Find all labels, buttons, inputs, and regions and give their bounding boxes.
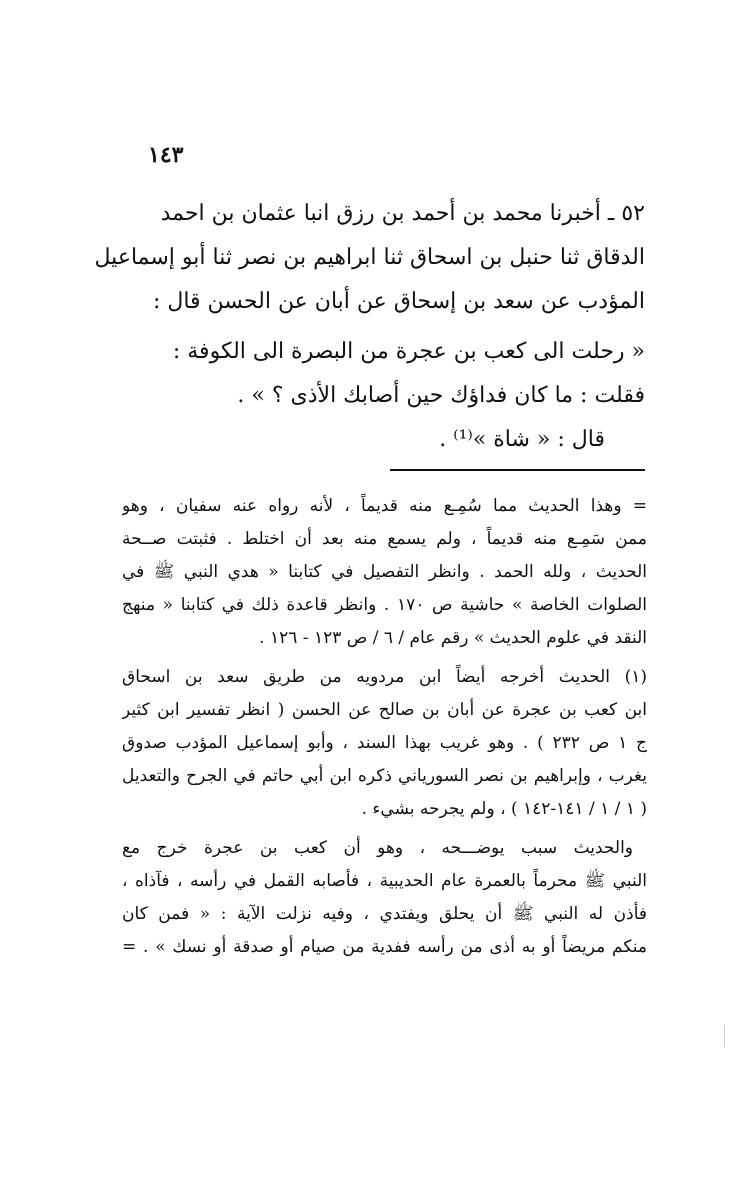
footnote-line: ابن كعب بن عجرة عن أبان بن صالح عن الحسن ( انظر تفسير ابن كثير <box>122 700 647 720</box>
page-number: ١٤٣ <box>148 142 184 168</box>
hadith-line: الدقاق ثنا حنبل بن اسحاق ثنا ابراهيم بن نصر ثنا أبو إسماعيل <box>94 245 645 270</box>
footnote-explanation <box>122 832 647 964</box>
footnote-line: منكم مريضاً أو به أذى من رأسه ففدية من صيام أو صدقة أو نسك » . = <box>122 937 647 957</box>
footnote-line: يغرب ، وإبراهيم بن نصر السورياني ذكره ابن أبي حاتم في الجرح والتعديل <box>122 766 647 786</box>
hadith-line: قال : « شاة »⁽¹⁾ . <box>439 427 605 452</box>
footnote-line: = وهذا الحديث مما سُمِـع منه قديماً ، لأنه رواه عنه سفيان ، وهو <box>122 496 647 516</box>
hadith-text <box>94 192 645 462</box>
footnote-divider <box>390 469 645 471</box>
footnote-line: الصلوات الخاصة » حاشية ص ١٧٠ . وانظر قاعدة ذلك في كتابنا « منهج <box>122 595 647 615</box>
page-edge-mark <box>724 1025 725 1047</box>
footnote-line: فأذن له النبي ﷺ أن يحلق ويفتدي ، وفيه نزلت الآية : « فمن كان <box>122 904 647 924</box>
hadith-line: « رحلت الى كعب بن عجرة من البصرة الى الكوفة : <box>172 339 645 364</box>
footnote-line: والحديث سبب يوضـــحه ، وهو أن كعب بن عجرة خرج مع <box>122 838 633 858</box>
hadith-line: ٥٢ ـ أخبرنا محمد بن أحمد بن رزق انبا عثمان بن احمد <box>160 201 645 226</box>
hadith-line: المؤدب عن سعد بن إسحاق عن أبان عن الحسن قال : <box>152 289 645 314</box>
footnote-line: النبي ﷺ محرماً بالعمرة عام الحديبية ، فأصابه القمل في رأسه ، فآذاه ، <box>122 871 647 891</box>
footnote-1 <box>122 661 647 826</box>
footnote-line: النقد في علوم الحديث » رقم عام / ٦ / ص ١٢٣ - ١٢٦ . <box>259 628 647 648</box>
hadith-line: فقلت : ما كان فداؤك حين أصابك الأذى ؟ » . <box>237 383 645 408</box>
footnote-line: (١) الحديث أخرجه أيضاً ابن مردويه من طريق سعد بن اسحاق <box>122 667 647 687</box>
footnote-line: ( ١ / ١ / ١٤١-١٤٢ ) ، ولم يجرحه بشيء . <box>361 799 647 819</box>
footnote-line: ممن سَمِـع منه قديماً ، ولم يسمع منه بعد أن اختلط . فثبتت صــحة <box>122 529 647 549</box>
footnotes <box>122 490 647 970</box>
footnote-line: الحديث ، ولله الحمد . وانظر التفصيل في كتابنا « هدي النبي ﷺ في <box>122 562 647 582</box>
footnote-line: ج ١ ص ٢٣٢ ) . وهو غريب بهذا السند ، وأبو إسماعيل المؤدب صدوق <box>122 733 647 753</box>
footnote-continuation <box>122 490 647 655</box>
